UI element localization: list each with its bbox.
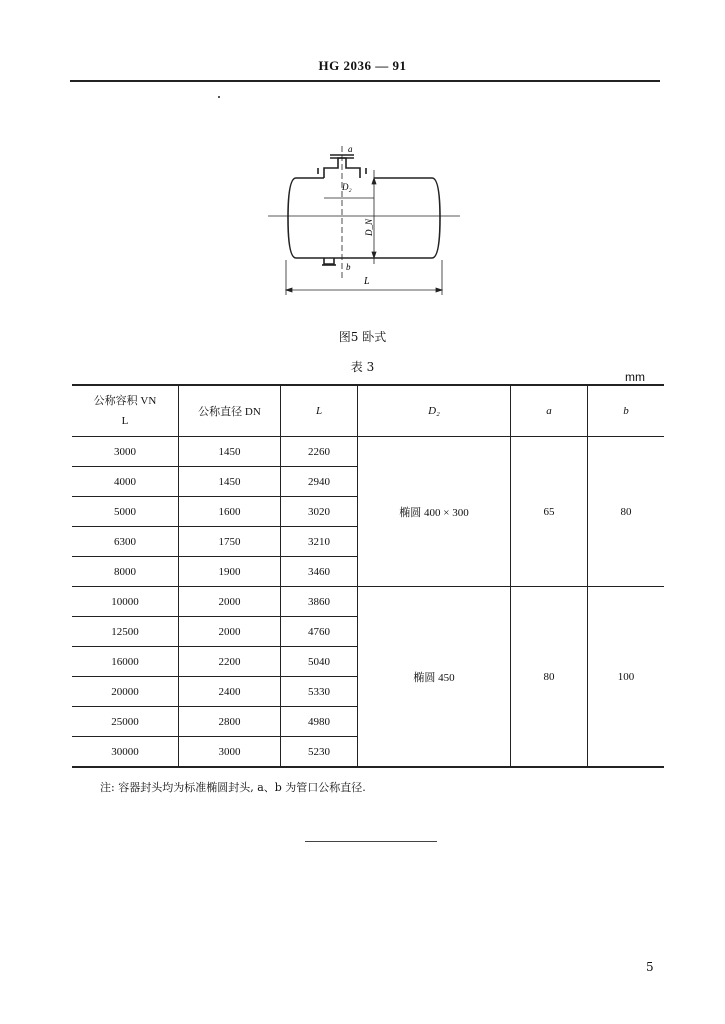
cell-volume: 10000	[72, 587, 179, 617]
cell-length: 5230	[281, 737, 358, 768]
cell-length: 4980	[281, 707, 358, 737]
cell-length: 5330	[281, 677, 358, 707]
cell-b-group1: 80	[588, 437, 665, 587]
label-dn: D_N	[364, 218, 374, 236]
cell-d2-group1: 椭圆 400 × 300	[358, 437, 511, 587]
cell-diameter: 2000	[179, 617, 281, 647]
end-rule	[305, 841, 437, 842]
label-b: b	[346, 262, 351, 272]
label-d2: D₂	[342, 182, 352, 192]
cell-a-group2: 80	[511, 587, 588, 768]
cell-length: 5040	[281, 647, 358, 677]
cell-volume: 8000	[72, 557, 179, 587]
table-row	[72, 437, 664, 467]
cell-length: 3020	[281, 497, 358, 527]
cell-a-group1: 65	[511, 437, 588, 587]
cell-length: 3860	[281, 587, 358, 617]
table-title: 表 3	[350, 360, 375, 374]
cell-volume: 12500	[72, 617, 179, 647]
col-header-volume: 公称容积 VN L	[72, 385, 179, 437]
cell-d2-group2: 椭圆 450	[358, 587, 511, 768]
page-number: 5	[646, 960, 654, 974]
table-row	[72, 587, 664, 617]
col-header-length: L	[281, 385, 358, 437]
col-header-b: b	[588, 385, 665, 437]
standard-code-header: HG 2036 — 91	[318, 58, 407, 73]
cell-volume: 6300	[72, 527, 179, 557]
cell-volume: 4000	[72, 467, 179, 497]
cell-volume: 3000	[72, 437, 179, 467]
cell-length: 3460	[281, 557, 358, 587]
cell-diameter: 1900	[179, 557, 281, 587]
label-a: a	[348, 144, 353, 154]
table-header-row	[72, 385, 664, 437]
cell-diameter: 1750	[179, 527, 281, 557]
cell-volume: 20000	[72, 677, 179, 707]
cell-diameter: 3000	[179, 737, 281, 768]
dimension-table	[72, 384, 664, 768]
cell-volume: 5000	[72, 497, 179, 527]
cell-volume: 30000	[72, 737, 179, 768]
label-l: L	[364, 276, 370, 287]
header-rule	[70, 80, 660, 82]
cell-volume: 16000	[72, 647, 179, 677]
cell-diameter: 1450	[179, 437, 281, 467]
horizontal-vessel-diagram	[260, 140, 470, 300]
cell-diameter: 2400	[179, 677, 281, 707]
figure-caption: 图5 卧式	[338, 330, 387, 344]
cell-length: 3210	[281, 527, 358, 557]
col-header-a: a	[511, 385, 588, 437]
cell-length: 2260	[281, 437, 358, 467]
cell-length: 4760	[281, 617, 358, 647]
table-unit: mm	[625, 370, 645, 384]
cell-length: 2940	[281, 467, 358, 497]
scan-speck	[218, 96, 220, 98]
col-header-diameter: 公称直径 DN	[179, 385, 281, 437]
cell-diameter: 2800	[179, 707, 281, 737]
cell-b-group2: 100	[588, 587, 665, 768]
cell-diameter: 2200	[179, 647, 281, 677]
table-note: 注: 容器封头均为标准椭圆封头, a、b 为管口公称直径.	[100, 781, 366, 794]
cell-diameter: 1600	[179, 497, 281, 527]
cell-diameter: 2000	[179, 587, 281, 617]
col-header-d2: D₂	[358, 385, 511, 437]
cell-diameter: 1450	[179, 467, 281, 497]
cell-volume: 25000	[72, 707, 179, 737]
